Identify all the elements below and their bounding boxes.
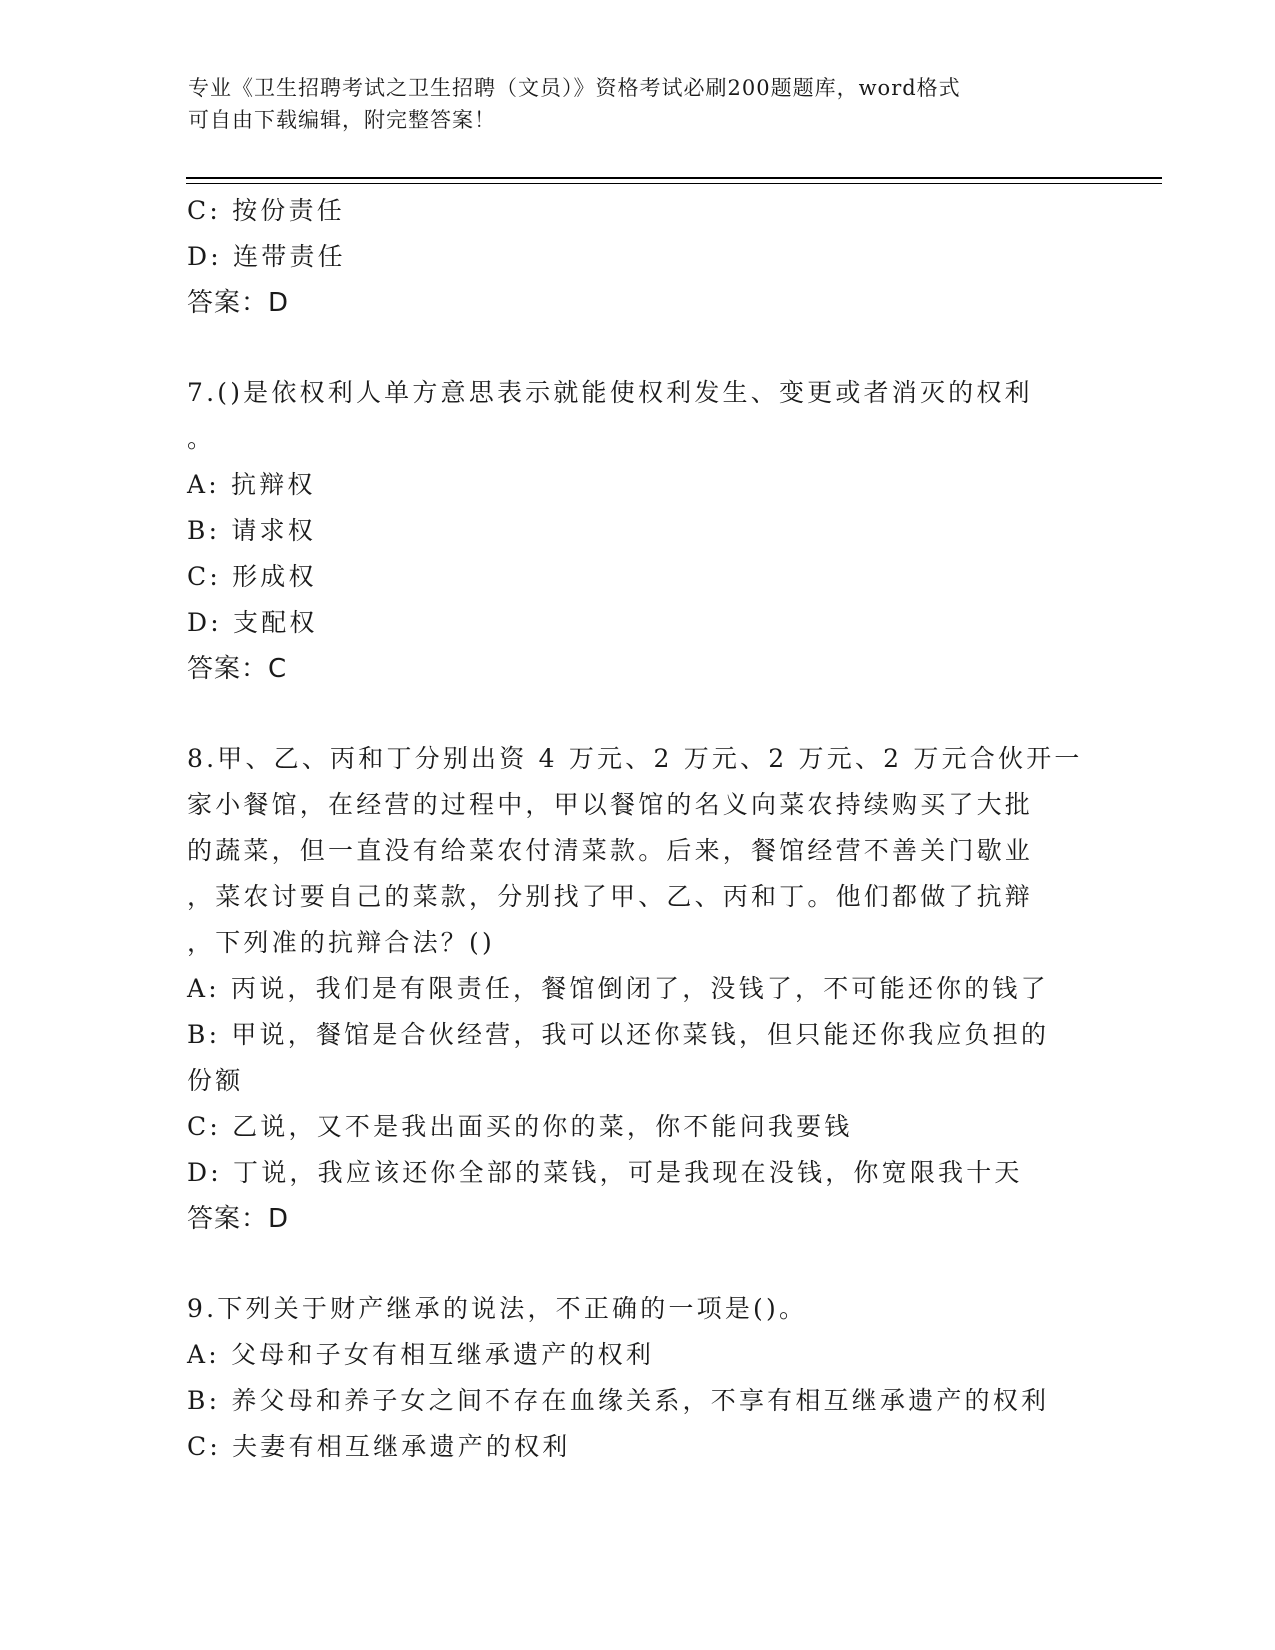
q8-option-b-line-2: 份额: [187, 1066, 244, 1095]
question-8: [187, 736, 1087, 1242]
q8-option-c: C: 乙说，又不是我出面买的你的菜，你不能问我要钱: [187, 1112, 853, 1141]
q9-option-a: A: 父母和子女有相互继承遗产的权利: [187, 1340, 655, 1369]
q9-stem-line-1: 9.下列关于财产继承的说法，不正确的一项是()。: [187, 1294, 808, 1323]
q8-stem-line-3: 的蔬菜，但一直没有给菜农付清菜款。后来，餐馆经营不善关门歇业: [187, 836, 1034, 865]
question-6-tail: [187, 188, 1087, 326]
document-body: [187, 188, 1087, 1470]
header-line-2: 可自由下载编辑，附完整答案！: [188, 108, 496, 132]
q8-option-a: A: 丙说，我们是有限责任，餐馆倒闭了，没钱了，不可能还你的钱了: [187, 974, 1049, 1003]
header-divider-thin: [186, 183, 1162, 184]
q7-answer: 答案：C: [187, 654, 288, 684]
q8-answer: 答案：D: [187, 1204, 290, 1234]
q8-stem-line-5: ，下列准的抗辩合法？(): [187, 928, 495, 957]
q7-stem-line-1: 7.()是依权利人单方意思表示就能使权利发生、变更或者消灭的权利: [187, 378, 1033, 407]
question-7: [187, 370, 1087, 692]
header-divider-thick: [186, 177, 1162, 179]
header-line-1: 专业《卫生招聘考试之卫生招聘（文员）》资格考试必刷200题题库，word格式: [188, 76, 961, 100]
q7-option-b: B: 请求权: [187, 516, 316, 545]
q7-option-c: C: 形成权: [187, 562, 317, 591]
q6-option-c: C: 按份责任: [187, 196, 345, 225]
document-header: [188, 72, 1088, 136]
q8-stem-line-2: 家小餐馆，在经营的过程中，甲以餐馆的名义向菜农持续购买了大批: [187, 790, 1034, 819]
q8-stem-line-1: 8.甲、乙、丙和丁分别出资 4 万元、2 万元、2 万元、2 万元合伙开一: [187, 744, 1083, 773]
q7-option-a: A: 抗辩权: [187, 470, 316, 499]
q6-option-d: D: 连带责任: [187, 242, 346, 271]
q9-option-c: C: 夫妻有相互继承遗产的权利: [187, 1432, 571, 1461]
q8-stem-line-4: ，菜农讨要自己的菜款，分别找了甲、乙、丙和丁。他们都做了抗辩: [187, 882, 1034, 911]
q8-option-d: D: 丁说，我应该还你全部的菜钱，可是我现在没钱，你宽限我十天: [187, 1158, 1023, 1187]
q7-stem-line-2: 。: [187, 424, 216, 453]
q8-option-b-line-1: B: 甲说，餐馆是合伙经营，我可以还你菜钱，但只能还你我应负担的: [187, 1020, 1050, 1049]
question-9: [187, 1286, 1087, 1470]
q9-option-b: B: 养父母和养子女之间不存在血缘关系，不享有相互继承遗产的权利: [187, 1386, 1050, 1415]
q6-answer: 答案：D: [187, 288, 290, 318]
q7-option-d: D: 支配权: [187, 608, 318, 637]
